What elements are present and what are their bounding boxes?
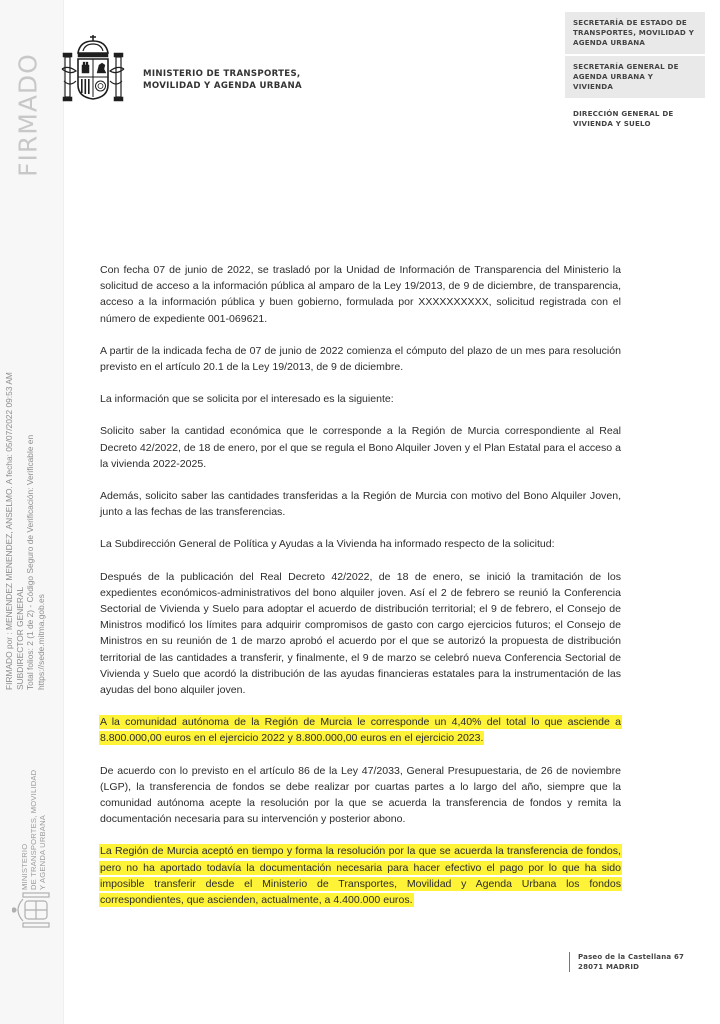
ministry-name-line: MINISTERIO DE TRANSPORTES, xyxy=(143,69,301,79)
signature-line: Total folios: 2 (1 de 2) - Código Seguro de Verificación: Verificable en xyxy=(25,434,35,690)
paragraph-timeline xyxy=(100,569,621,699)
org-direccion-general xyxy=(565,98,705,129)
side-margin-strip xyxy=(0,0,64,1024)
spain-coat-of-arms-icon xyxy=(60,33,126,105)
paragraph-text: Con fecha 07 de junio de 2022, se trasladó por la Unidad de Información de Transparencia del Ministerio la solicitud de acceso a la información pública al amparo de la Ley 19/2013, de 9 de diciembre, de transparencia, acceso a la información pública y buen gobierno, formulada por XXXXXXXXXX, solicitud registrada con el número de expediente 001-069621. xyxy=(100,264,621,325)
paragraph-text: Después de la publicación del Real Decreto 42/2022, de 18 de enero, se inició la tramitación de los expedientes económicos-administrativos del bono alquiler joven. Así el 2 de febrero se reunió la Conferencia Sectorial de Vivienda y Suelo para adoptar el acuerdo de distribución territorial; el 9 de febrero, el Consejo de Ministros modificó los límites para adquirir compromisos de gasto con cargo ejercicios futuros; el Consejo de Ministros en su reunión de 1 de marzo aprobó el acuerdo por el que se autorizó la propuesta de distribución territorial de las cantidades a transferir, y finalmente, el 9 de marzo se celebró nueva Conferencia Sectorial de Vivienda y Suelo que acordó la distribución de las ayudas financieras estatales para la instrumentación de las ayudas del bono alquiler joven. xyxy=(100,570,621,697)
firmado-stamp xyxy=(8,40,48,190)
paragraph-request-2 xyxy=(100,488,621,520)
address-street: Paseo de la Castellana 67 xyxy=(578,953,685,961)
org-line: AGENDA URBANA Y xyxy=(573,72,654,81)
paragraph-request-intro xyxy=(100,262,621,327)
side-ministry-line: MINISTERIO xyxy=(20,843,30,890)
side-ministry-line: Y AGENDA URBANA xyxy=(38,814,48,890)
side-ministry-line: DE TRANSPORTES, MOVILIDAD xyxy=(29,769,39,890)
highlighted-text: La Región de Murcia aceptó en tiempo y forma la resolución por la que se acuerda la transferencia de fondos, pero no ha aportado todavía la documentación necesaria para hacer efectivo el pago por lo que ha sido imposible transferir desde el Ministerio de Transportes, Movilidad y Agenda Urbana los fondos correspondientes, que ascienden, actualmente, a 4.400.000 euros. xyxy=(100,845,621,907)
paragraph-info-requested-intro xyxy=(100,391,621,407)
org-box-secretaria-general xyxy=(565,56,705,98)
paragraph-allocation-highlighted xyxy=(100,714,621,746)
ministry-name-line: MOVILIDAD Y AGENDA URBANA xyxy=(143,80,302,91)
org-line: AGENDA URBANA xyxy=(573,38,646,47)
signature-line: SUBDIRECTOR GENERAL xyxy=(14,586,25,690)
document-body xyxy=(100,262,621,924)
firmado-stamp-text: FIRMADO xyxy=(13,53,43,177)
org-line: VIVIENDA Y SUELO xyxy=(573,119,651,128)
paragraph-text: Además, solicito saber las cantidades transferidas a la Región de Murcia con motivo del Bono Alquiler Joven, junto a las fechas de las transferencias. xyxy=(100,490,621,519)
paragraph-request-1 xyxy=(100,423,621,472)
paragraph-deadline xyxy=(100,343,621,375)
org-line: SECRETARÍA DE ESTADO DE xyxy=(573,18,687,27)
org-line: DIRECCIÓN GENERAL DE xyxy=(573,109,674,118)
verification-link[interactable]: https://sede.mitma.gob.es xyxy=(35,594,46,690)
paragraph-text: La Subdirección General de Política y Ayudas a la Vivienda ha informado respecto de la solicitud: xyxy=(100,538,555,551)
org-line: TRANSPORTES, MOVILIDAD Y xyxy=(573,28,695,37)
org-box-secretaria-estado xyxy=(565,12,705,54)
footer-address xyxy=(569,952,684,972)
spain-coat-of-arms-icon xyxy=(12,880,54,940)
side-ministry-label xyxy=(12,720,56,890)
signature-line: FIRMADO por : MENENDEZ MENENDEZ, ANSELMO. A fecha: 05/07/2022 09:53 AM xyxy=(4,372,14,690)
ministry-name xyxy=(143,69,302,92)
paragraph-text: A partir de la indicada fecha de 07 de junio de 2022 comienza el cómputo del plazo de un mes para resolución previsto en el artículo 20.1 de la Ley 19/2013, de 9 de diciembre. xyxy=(100,344,621,374)
address-city: 28071 MADRID xyxy=(578,963,640,971)
paragraph-legal-basis xyxy=(100,763,621,828)
paragraph-response-intro xyxy=(100,536,621,552)
paragraph-text: La información que se solicita por el interesado es la siguiente: xyxy=(100,393,394,406)
signature-block xyxy=(2,360,48,690)
org-line: SECRETARÍA GENERAL DE xyxy=(573,62,679,71)
org-line: VIVIENDA xyxy=(573,82,614,91)
paragraph-text: Solicito saber la cantidad económica que le corresponde a la Región de Murcia correspondiente al Real Decreto 42/2022, de 18 de enero, por el que se regula el Bono Alquiler Joven y el Plan Estatal para el acceso a la vivienda 2022-2025. xyxy=(100,425,621,470)
org-hierarchy xyxy=(565,12,705,129)
paragraph-text: De acuerdo con lo previsto en el artículo 86 de la Ley 47/2033, General Presupuestaria, de 26 de noviembre (LGP), la transferencia de fondos se debe realizar por cuartas partes a lo largo del año, siempre que la comunidad autónoma acepte la resolución por la que se acuerda la transferencia de fondos y remita la documentación necesaria para su intervención y posterior abono. xyxy=(100,764,621,826)
paragraph-status-highlighted xyxy=(100,843,621,908)
highlighted-text: A la comunidad autónoma de la Región de Murcia le corresponde un 4,40% del total lo que asciende a 8.800.000,00 euros en el ejercicio 2022 y 8.800.000,00 euros en el ejercicio 2023. xyxy=(100,716,621,745)
